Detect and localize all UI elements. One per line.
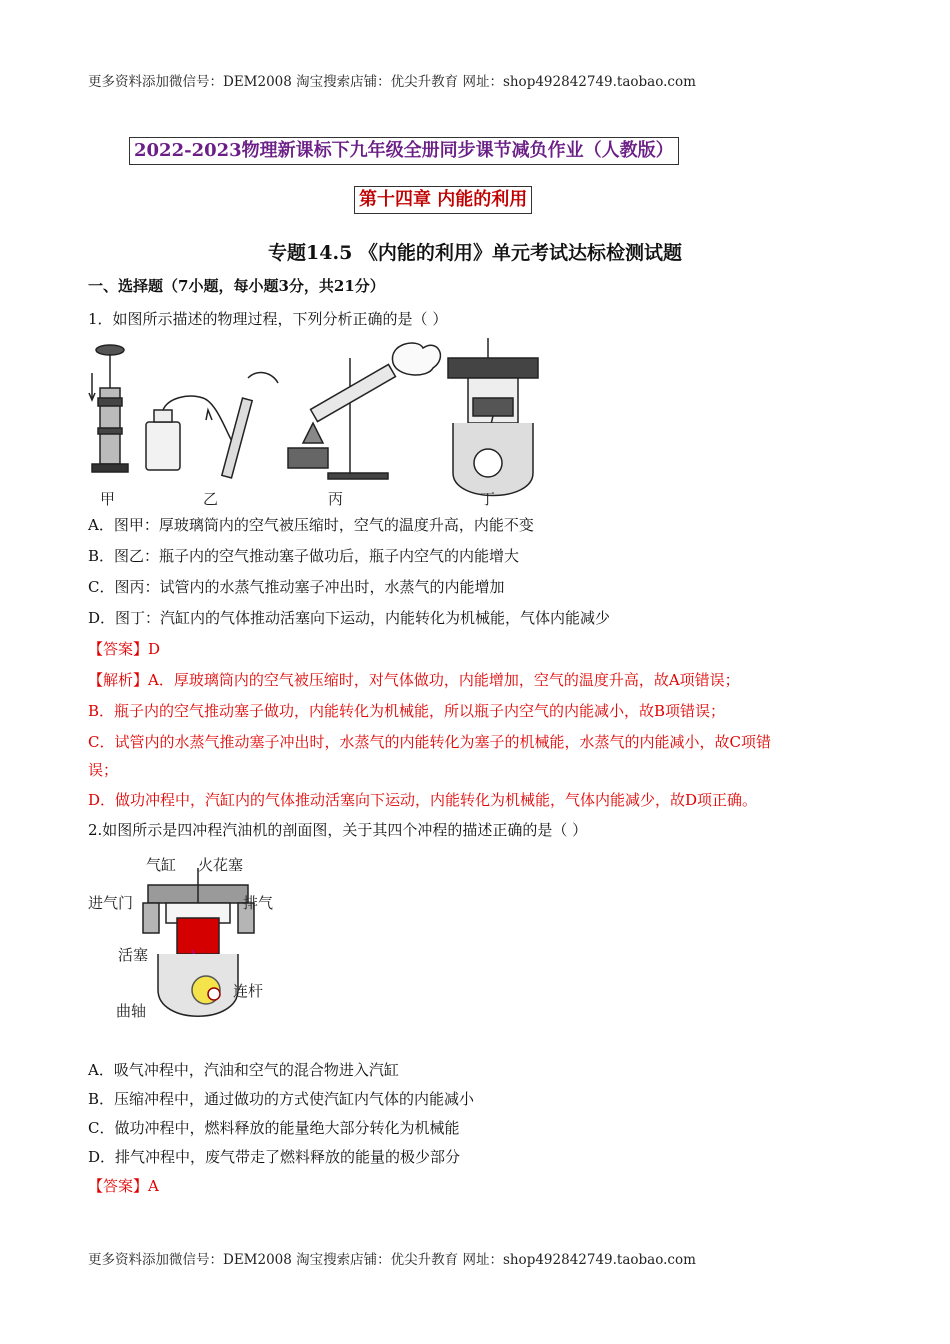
engine-illustration (448, 338, 538, 496)
compression-tube-illustration (89, 345, 128, 472)
section-heading: 一、选择题（7小题，每小题3分，共21分） (88, 277, 385, 295)
label-jia: 甲 (100, 490, 116, 508)
label-rod: 连杆 (233, 982, 264, 1000)
q2-option-a: A．吸气冲程中，汽油和空气的混合物进入汽缸 (88, 1061, 399, 1079)
q1-option-d: D．图丁：汽缸内的气体推动活塞向下运动，内能转化为机械能，气体内能减少 (88, 609, 611, 627)
q1-figure (88, 338, 558, 508)
q1-analysis-c: C．试管内的水蒸气推动塞子冲出时，水蒸气的内能转化为塞子的机械能，水蒸气的内能减小，故C项错 (88, 733, 771, 751)
q1-stem: 1．如图所示描述的物理过程，下列分析正确的是（ ） (88, 310, 448, 328)
topic-title: 专题14.5 《内能的利用》单元考试达标检测试题 (268, 242, 682, 264)
q2-answer: 【答案】A (88, 1177, 159, 1195)
q1-analysis-c-cont: 误； (88, 761, 119, 779)
label-cylinder: 气缸 (146, 856, 177, 874)
page-header: 更多资料添加微信号：DEM2008 淘宝搜索店铺：优尖升教育 网址：shop492842749.taobao.com (88, 74, 696, 90)
label-bing: 丙 (328, 490, 344, 508)
label-intake: 进气门 (88, 894, 134, 912)
q2-option-b: B．压缩冲程中，通过做功的方式使汽缸内气体的内能减小 (88, 1090, 475, 1108)
series-title: 2022-2023物理新课标下九年级全册同步课节减负作业（人教版） (129, 137, 679, 165)
q1-answer: 【答案】D (88, 640, 161, 658)
q1-analysis-b: B．瓶子内的空气推动塞子做功，内能转化为机械能，所以瓶子内空气的内能减小，故B项错误； (88, 702, 726, 720)
q2-engine-figure (88, 850, 288, 1020)
bottle-illustration (146, 373, 278, 478)
label-exhaust: 排气 (243, 894, 274, 912)
q2-stem: 2.如图所示是四冲程汽油机的剖面图，关于其四个冲程的描述正确的是（ ） (88, 821, 588, 839)
q1-option-b: B．图乙：瓶子内的空气推动塞子做功后，瓶子内空气的内能增大 (88, 547, 520, 565)
q2-option-d: D．排气冲程中，废气带走了燃料释放的能量的极少部分 (88, 1148, 461, 1166)
q1-option-a: A．图甲：厚玻璃筒内的空气被压缩时，空气的温度升高，内能不变 (88, 516, 534, 534)
label-crank: 曲轴 (116, 1002, 147, 1020)
q1-analysis-a: 【解析】A．厚玻璃筒内的空气被压缩时，对气体做功，内能增加，空气的温度升高，故A项错误； (88, 671, 740, 689)
q1-option-c: C．图丙：试管内的水蒸气推动塞子冲出时，水蒸气的内能增加 (88, 578, 505, 596)
q2-option-c: C．做功冲程中，燃料释放的能量绝大部分转化为机械能 (88, 1119, 460, 1137)
q1-analysis-d: D．做功冲程中，汽缸内的气体推动活塞向下运动，内能转化为机械能，气体内能减少，故D项正确。 (88, 791, 758, 809)
page-footer: 更多资料添加微信号：DEM2008 淘宝搜索店铺：优尖升教育 网址：shop492842749.taobao.com (88, 1252, 696, 1268)
chapter-title: 第十四章 内能的利用 (354, 186, 532, 214)
label-piston: 活塞 (118, 946, 149, 964)
label-spark: 火花塞 (198, 856, 244, 874)
label-ding: 丁 (480, 490, 496, 508)
label-yi: 乙 (203, 490, 219, 508)
test-tube-illustration (288, 343, 440, 479)
